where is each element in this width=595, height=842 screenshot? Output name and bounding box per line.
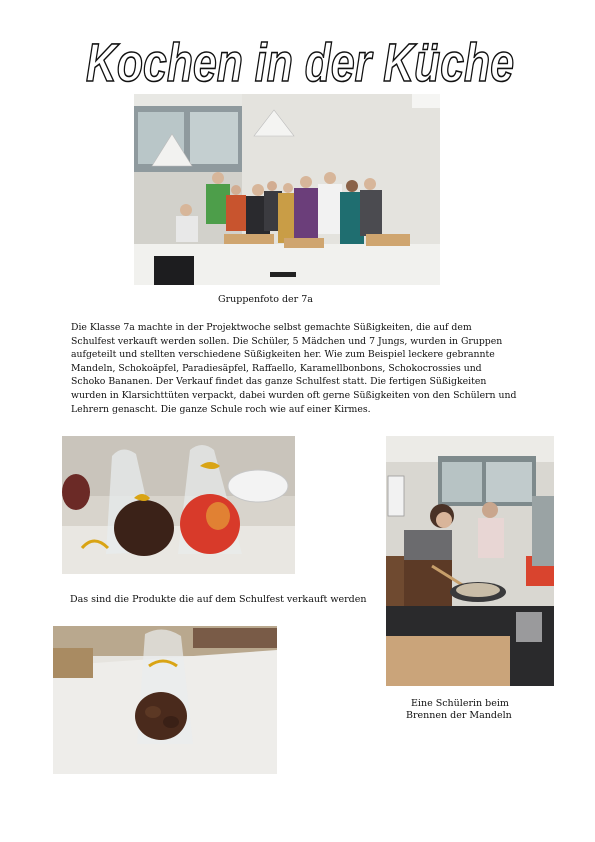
paragraph-line: aufgeteilt und stellten verschiedene Süßigkeiten her. Wie zum Beispiel leckere gebrannte (71, 349, 495, 361)
products-caption: Das sind die Produkte die auf dem Schulfest verkauft werden (70, 594, 367, 605)
page-title (80, 30, 520, 92)
group-photo (134, 94, 440, 285)
paragraph-line: Die Klasse 7a machte in der Projektwoche selbst gemachte Süßigkeiten, die auf dem (71, 322, 472, 333)
paragraph-line: Schoko Bananen. Der Verkauf findet das ganze Schulfest statt. Die fertigen Süßigkeiten (71, 376, 487, 388)
cooking-student-photo (386, 436, 554, 686)
group-photo-caption: Gruppenfoto der 7a (218, 294, 313, 305)
cooking-caption-line2: Brennen der Mandeln (406, 710, 512, 721)
chocolate-bag-photo (53, 626, 277, 774)
paragraph-line: Lehrern genascht. Die ganze Schule roch wie auf einer Kirmes. (71, 403, 371, 415)
article-paragraph (71, 321, 529, 416)
cooking-caption-line1: Eine Schülerin beim (411, 698, 509, 709)
page-title-text: Kochen in der Küche (86, 33, 514, 93)
candy-apples-photo (62, 436, 295, 574)
paragraph-line: wurden in Klarsichttüten verpackt, dabei wurden oft gerne Süßigkeiten von den Schülern und (71, 389, 517, 401)
paragraph-line: Mandeln, Schokoäpfel, Paradiesäpfel, Raffaello, Karamellbonbons, Schokocrossies und (71, 362, 482, 374)
paragraph-line: Schulfest verkauft werden sollen. Die Schüler, 5 Mädchen und 7 Jungs, wurden in Gruppen (71, 335, 503, 347)
